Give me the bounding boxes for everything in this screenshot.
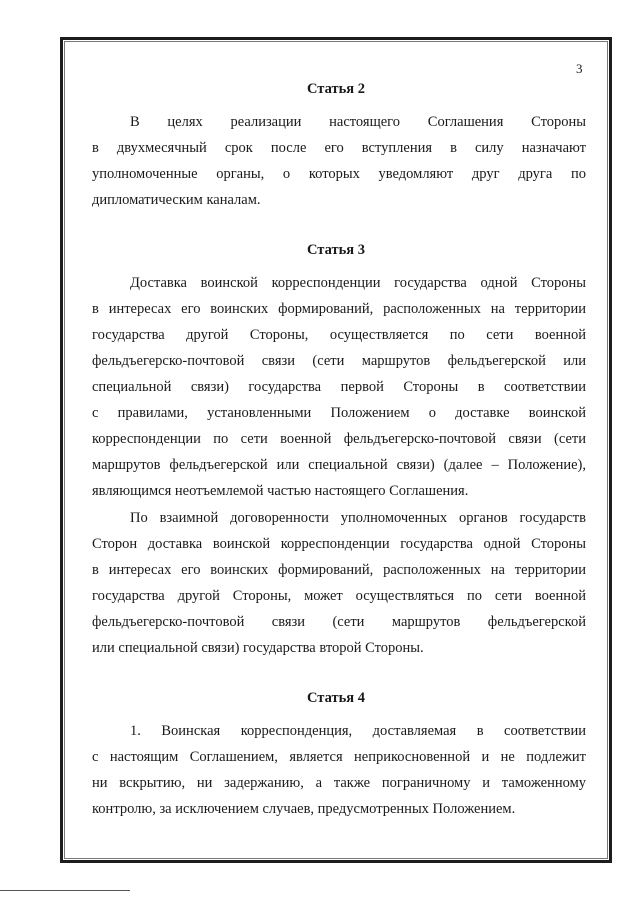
article-3-para2-line: государства другой Стороны, может осуществляться по сети военной xyxy=(92,588,586,604)
article-3-para1-line: специальной связи) государства первой Стороны в соответствии xyxy=(92,379,586,395)
article-2-line: в двухмесячный срок после его вступления в силу назначают xyxy=(92,140,586,156)
article-3-para1-line: Доставка воинской корреспонденции государства одной Стороны xyxy=(130,275,586,291)
article-3-para1-line: маршрутов фельдъегерской или специальной связи) (далее – Положение), xyxy=(92,457,586,473)
article-3-para2-line: или специальной связи) государства второй Стороны. xyxy=(92,640,424,656)
article-3-para1-line: государства другой Стороны, осуществляется по сети военной xyxy=(92,327,586,343)
article-2-line: уполномоченные органы, о которых уведомляют друг друга по xyxy=(92,166,586,182)
article-4-line: контролю, за исключением случаев, предусмотренных Положением. xyxy=(92,801,516,817)
page-border xyxy=(60,37,612,863)
article-2-line: В целях реализации настоящего Соглашения Стороны xyxy=(130,114,586,130)
article-3-para2-line: в интересах его воинских формирований, расположенных на территории xyxy=(92,562,586,578)
article-3-para1-line: фельдъегерско-почтовой связи (сети маршрутов фельдъегерской или xyxy=(92,353,586,369)
article-4-line: с настоящим Соглашением, является неприкосновенной и не подлежит xyxy=(92,749,586,765)
footer-rule xyxy=(0,890,130,891)
article-2-heading: Статья 2 xyxy=(307,81,365,97)
article-3-para1-line: являющимся неотъемлемой частью настоящего Соглашения. xyxy=(92,483,469,499)
page-number: 3 xyxy=(576,61,583,76)
article-4-line: 1. Воинская корреспонденция, доставляемая в соответствии xyxy=(130,723,586,739)
article-4-heading: Статья 4 xyxy=(307,690,365,706)
article-3-para1-line: с правилами, установленными Положением о доставке воинской xyxy=(92,405,586,421)
article-2-line: дипломатическим каналам. xyxy=(92,192,261,208)
article-3-heading: Статья 3 xyxy=(307,242,365,258)
article-3-para1-line: в интересах его воинских формирований, расположенных на территории xyxy=(92,301,586,317)
article-3-para2-line: фельдъегерско-почтовой связи (сети маршрутов фельдъегерской xyxy=(92,614,586,630)
article-4-line: ни вскрытию, ни задержанию, а также пограничному и таможенному xyxy=(92,775,586,791)
article-3-para1-line: корреспонденции по сети военной фельдъегерско-почтовой связи (сети xyxy=(92,431,586,447)
article-3-para2-line: Сторон доставка воинской корреспонденции государства одной Стороны xyxy=(92,536,586,552)
article-3-para2-line: По взаимной договоренности уполномоченных органов государств xyxy=(130,510,586,526)
